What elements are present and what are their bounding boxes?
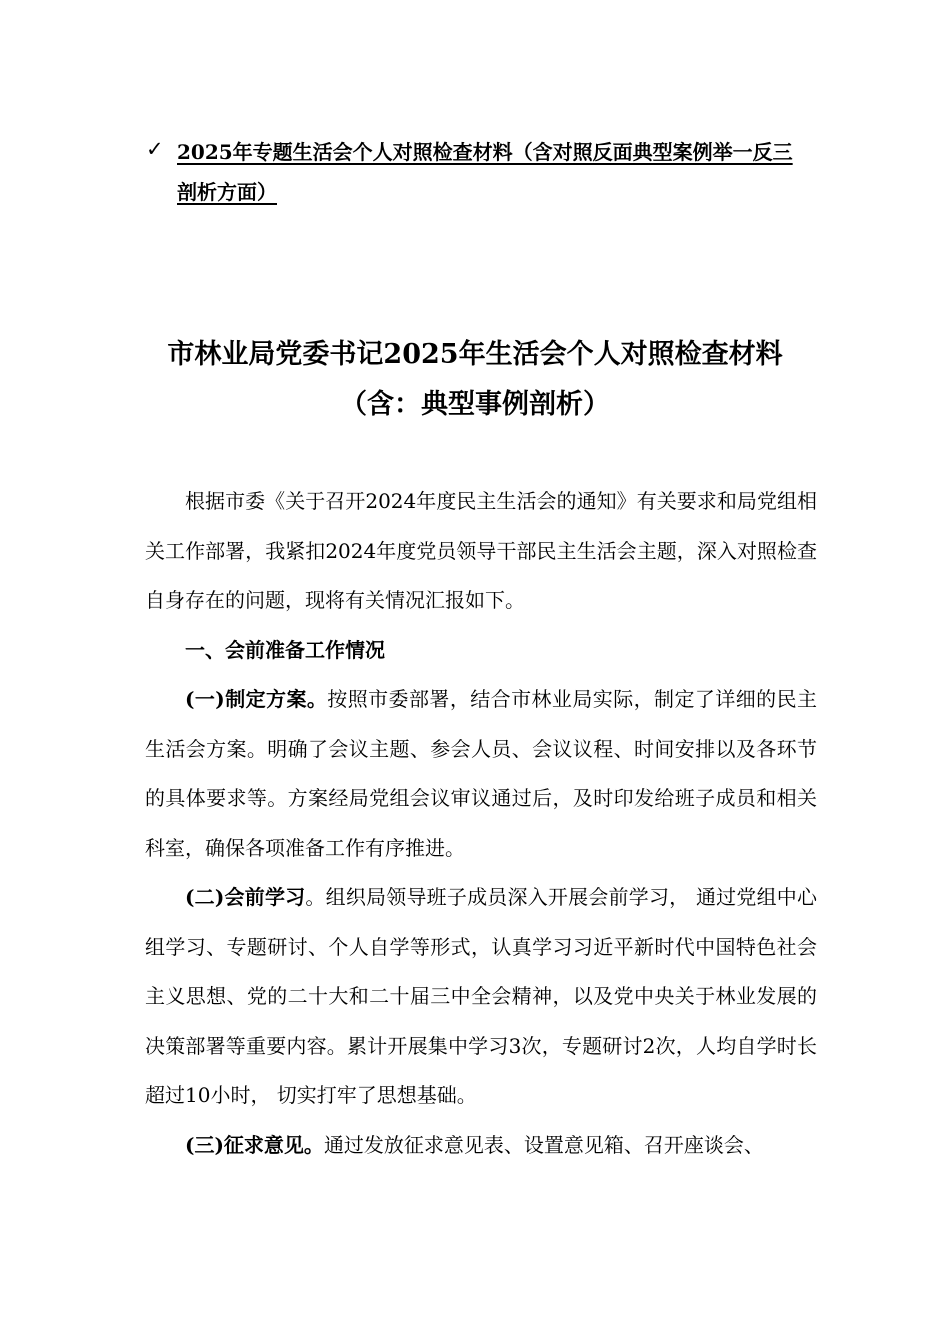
document-link-text[interactable]: 2025年专题生活会个人对照检查材料（含对照反面典型案例举一反三剖析方面） xyxy=(177,140,793,204)
paragraph-text: 按照市委部署，结合市林业局实际，制定了详细的民主生活会方案。明确了会议主题、参会人员、会议议程、时间安排以及各环节的具体要求等。方案经局党组会议审议通过后，及时印发给班子成员和相关科室，确保各项准备工作有序推进。 xyxy=(145,687,817,860)
paragraph-lead: (三)征求意见。 xyxy=(185,1132,324,1157)
paragraph-text: 。组织局领导班子成员深入开展会前学习， 通过党组中心组学习、专题研讨、个人自学等形式，认真学习习近平新时代中国特色社会主义思想、党的二十大和二十届三中全会精神，以及党中央关于林业发展的决策部署等重要内容。累计开展集中学习3次，专题研讨2次，人均自学时长超过10小时， 切实打牢了思想基础。 xyxy=(145,885,818,1107)
paragraph-plan xyxy=(145,675,817,873)
document-title xyxy=(100,330,850,430)
document-body xyxy=(145,477,817,1170)
check-icon: ✓ xyxy=(146,137,164,161)
paragraph-lead: (一)制定方案。 xyxy=(185,687,328,711)
section-heading: 一、会前准备工作情况 xyxy=(185,637,385,662)
paragraph-text: 通过发放征求意见表、设置意见箱、召开座谈会、 xyxy=(323,1132,764,1157)
paragraph-lead: (二)会前学习 xyxy=(185,885,306,909)
paragraph-opinions xyxy=(145,1121,817,1171)
document-title-line1: 市林业局党委书记2025年生活会个人对照检查材料 xyxy=(167,339,783,370)
document-title-line2: （含：典型事例剖析） xyxy=(340,389,610,420)
intro-paragraph: 根据市委《关于召开2024年度民主生活会的通知》有关要求和局党组相关工作部署，我紧扣2024年度党员领导干部民主生活会主题，深入对照检查自身存在的问题，现将有关情况汇报如下。 xyxy=(145,489,817,612)
paragraph-study xyxy=(145,873,817,1121)
